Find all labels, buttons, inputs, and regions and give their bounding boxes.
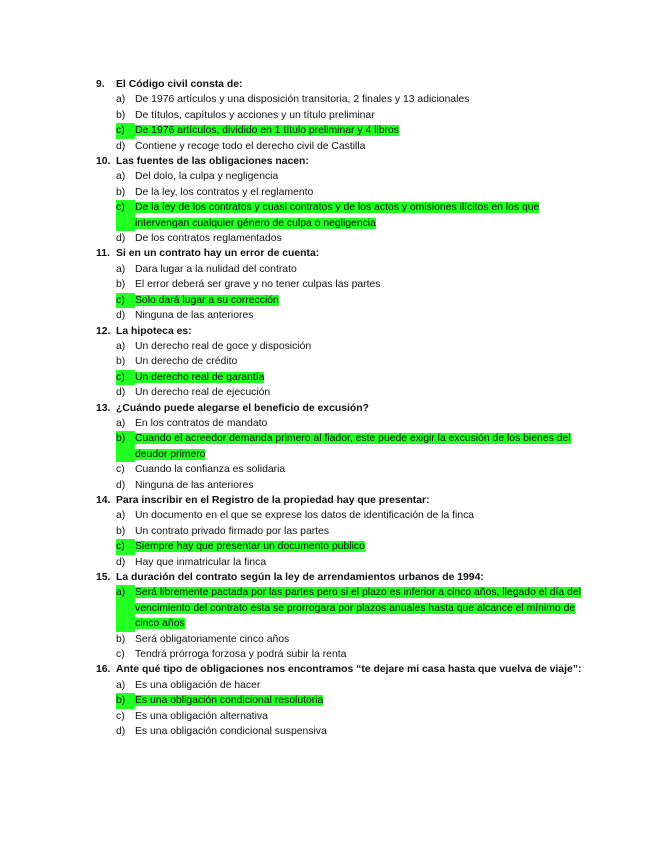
option-text: El error deberá ser grave y no tener culpas las partes xyxy=(135,279,381,291)
option-letter: a) xyxy=(116,94,126,106)
question-text: Ante qué tipo de obligaciones nos encontramos “te dejare mi casa hasta que vuelva de viaje”: xyxy=(116,664,582,676)
option-text-wrapper xyxy=(135,647,596,662)
question-heading xyxy=(96,324,596,339)
answer-option-highlighted xyxy=(116,200,596,231)
answer-option xyxy=(116,339,596,354)
answer-option-highlighted xyxy=(116,539,596,554)
option-letter: d) xyxy=(116,726,126,738)
option-letter: c) xyxy=(116,464,125,476)
answer-option-highlighted xyxy=(116,123,596,138)
question-number: 11. xyxy=(96,248,110,260)
option-text: Del dolo, la culpa y negligencia xyxy=(135,171,279,183)
option-letter: b) xyxy=(116,109,126,121)
answer-option xyxy=(116,92,596,107)
option-letter: a) xyxy=(116,171,126,183)
option-text-wrapper xyxy=(135,724,596,739)
option-text-wrapper xyxy=(135,108,596,123)
option-text-wrapper xyxy=(135,293,596,308)
answer-option xyxy=(116,139,596,154)
option-text-wrapper xyxy=(135,385,596,400)
option-text: En los contratos de mandato xyxy=(135,417,268,429)
question-heading xyxy=(96,662,596,677)
option-text: Dara lugar a la nulidad del contrato xyxy=(135,263,297,275)
option-text: De los contratos reglamentados xyxy=(135,233,282,245)
question-text: Si en un contrato hay un error de cuenta: xyxy=(116,248,320,260)
question-text: La duración del contrato según la ley de arrendamientos urbanos de 1994: xyxy=(116,572,484,583)
question-15 xyxy=(96,570,596,662)
option-text-wrapper xyxy=(135,632,596,647)
option-text: Es una obligación condicional suspensiva xyxy=(135,726,327,738)
option-text: Un derecho real de garantía xyxy=(135,371,265,383)
answer-option xyxy=(116,508,596,523)
answer-option xyxy=(116,462,596,477)
option-letter: a) xyxy=(116,510,126,522)
option-text-wrapper xyxy=(135,539,596,554)
option-letter: b) xyxy=(116,356,126,368)
question-number: 13. xyxy=(96,402,111,414)
question-heading xyxy=(96,401,596,416)
question-number: 14. xyxy=(96,494,111,506)
option-text: Es una obligación alternativa xyxy=(135,710,268,722)
option-text-wrapper xyxy=(135,262,596,277)
option-text: Será libremente pactada por las partes pero si el plazo es inferior a cinco años, llegado el día del vencimiento del contrato esta se prorrogara por plazos anuales hasta que alcance el mínimo de cinco años xyxy=(135,587,581,630)
answer-option xyxy=(116,262,596,277)
option-letter: c) xyxy=(116,649,125,661)
option-letter: c) xyxy=(116,293,135,308)
option-letter: b) xyxy=(116,525,126,537)
option-text: Es una obligación de hacer xyxy=(135,679,261,691)
question-number: 10. xyxy=(96,156,111,168)
option-text: Un derecho real de goce y disposición xyxy=(135,340,312,352)
option-text: Tendrá prórroga forzosa y podrá subir la renta xyxy=(135,649,347,661)
answer-option xyxy=(116,169,596,184)
question-heading xyxy=(96,77,596,92)
option-text-wrapper xyxy=(135,478,596,493)
option-text-wrapper xyxy=(135,231,596,246)
question-text: La hipoteca es: xyxy=(116,325,192,337)
option-text: Es una obligación condicional resolutoria xyxy=(135,695,324,707)
answer-option xyxy=(116,277,596,292)
question-number: 9. xyxy=(96,79,105,90)
option-text: De la ley de los contratos y cuasi contratos y de los actos y omisiones ilícitos en los que intervengan cualquier género de culpa o negligencia xyxy=(135,202,540,229)
question-number: 16. xyxy=(96,664,111,676)
question-16 xyxy=(96,662,596,739)
option-text: Siempre hay que presentar un documento publico xyxy=(135,541,365,553)
question-number: 12. xyxy=(96,325,111,337)
question-10 xyxy=(96,154,596,246)
option-text-wrapper xyxy=(135,370,596,385)
option-text-wrapper xyxy=(135,416,596,431)
option-text-wrapper xyxy=(135,200,596,231)
question-heading xyxy=(96,493,596,508)
option-text-wrapper xyxy=(135,678,596,693)
answer-option-highlighted xyxy=(116,585,596,631)
option-text: Solo dará lugar a su corrección xyxy=(135,294,279,306)
answer-option-highlighted xyxy=(116,693,596,708)
option-letter: d) xyxy=(116,556,126,568)
option-text: De 1976 artículos y una disposición transitoria, 2 finales y 13 adicionales xyxy=(135,94,470,106)
question-heading xyxy=(96,570,596,585)
question-heading xyxy=(96,246,596,261)
option-letter: a) xyxy=(116,417,126,429)
option-text-wrapper xyxy=(135,92,596,107)
option-text: Ninguna de las anteriores xyxy=(135,479,254,491)
question-text: Para inscribir en el Registro de la propiedad hay que presentar: xyxy=(116,494,430,506)
option-text-wrapper xyxy=(135,169,596,184)
option-letter: c) xyxy=(116,539,135,554)
option-text-wrapper xyxy=(135,354,596,369)
option-text: Un derecho real de ejecución xyxy=(135,387,271,399)
option-letter: c) xyxy=(116,710,125,722)
answer-option xyxy=(116,308,596,323)
option-text-wrapper xyxy=(135,339,596,354)
question-text: El Código civil consta de: xyxy=(116,79,243,90)
answer-option-highlighted xyxy=(116,370,596,385)
option-text-wrapper xyxy=(135,277,596,292)
option-text: Ninguna de las anteriores xyxy=(135,310,254,322)
option-text-wrapper xyxy=(135,139,596,154)
option-letter: b) xyxy=(116,693,135,708)
question-14 xyxy=(96,493,596,570)
question-13 xyxy=(96,401,596,493)
option-text: Un documento en el que se exprese los datos de identificación de la finca xyxy=(135,510,475,522)
answer-option xyxy=(116,185,596,200)
option-text-wrapper xyxy=(135,555,596,570)
answer-option-highlighted xyxy=(116,293,596,308)
answer-option-highlighted xyxy=(116,431,596,462)
answer-option xyxy=(116,555,596,570)
answer-option xyxy=(116,478,596,493)
option-text: De títulos, capítulos y acciones y un título preliminar xyxy=(135,109,375,121)
option-text-wrapper xyxy=(135,585,596,631)
answer-option xyxy=(116,231,596,246)
answer-option xyxy=(116,385,596,400)
option-text: De la ley, los contratos y el reglamento xyxy=(135,186,314,198)
option-letter: c) xyxy=(116,200,135,231)
option-letter: d) xyxy=(116,479,126,491)
option-text: De 1976 artículos, dividido en 1 título preliminar y 4 libros xyxy=(135,125,399,137)
option-text-wrapper xyxy=(135,693,596,708)
question-list xyxy=(96,77,596,739)
option-letter: c) xyxy=(116,370,135,385)
option-letter: a) xyxy=(116,679,126,691)
option-text-wrapper xyxy=(135,524,596,539)
option-text: Será obligatoriamente cinco años xyxy=(135,633,290,645)
option-text: Un derecho de crédito xyxy=(135,356,238,368)
option-text: Hay que inmatricular la finca xyxy=(135,556,267,568)
question-number: 15. xyxy=(96,572,111,583)
answer-option xyxy=(116,647,596,662)
option-text: Un contrato privado firmado por las partes xyxy=(135,525,330,537)
option-letter: d) xyxy=(116,233,126,245)
question-9 xyxy=(96,77,596,154)
option-letter: d) xyxy=(116,310,126,322)
option-text-wrapper xyxy=(135,123,596,138)
option-text-wrapper xyxy=(135,709,596,724)
question-text: ¿Cuándo puede alegarse el beneficio de excusión? xyxy=(116,402,369,414)
question-heading xyxy=(96,154,596,169)
answer-option xyxy=(116,416,596,431)
option-letter: a) xyxy=(116,585,135,631)
answer-option xyxy=(116,354,596,369)
option-text: Cuando el acreedor demanda primero al fiador, este puede exigir la excusión de los bienes del deudor primero xyxy=(135,433,571,460)
answer-option xyxy=(116,632,596,647)
option-letter: d) xyxy=(116,140,126,152)
option-text-wrapper xyxy=(135,508,596,523)
option-letter: a) xyxy=(116,263,126,275)
option-letter: c) xyxy=(116,123,135,138)
answer-option xyxy=(116,709,596,724)
option-letter: b) xyxy=(116,633,126,645)
answer-option xyxy=(116,678,596,693)
option-letter: a) xyxy=(116,340,126,352)
answer-option xyxy=(116,108,596,123)
option-text-wrapper xyxy=(135,185,596,200)
answer-option xyxy=(116,524,596,539)
option-text-wrapper xyxy=(135,431,596,462)
option-text: Cuando la confianza es solidaria xyxy=(135,464,286,476)
option-text: Contiene y recoge todo el derecho civil de Castilla xyxy=(135,140,366,152)
option-text-wrapper xyxy=(135,308,596,323)
question-text: Las fuentes de las obligaciones nacen: xyxy=(116,156,309,168)
option-text-wrapper xyxy=(135,462,596,477)
option-letter: b) xyxy=(116,186,126,198)
option-letter: d) xyxy=(116,387,126,399)
question-12 xyxy=(96,324,596,401)
option-letter: b) xyxy=(116,279,126,291)
answer-option xyxy=(116,724,596,739)
option-letter: b) xyxy=(116,431,135,462)
question-11 xyxy=(96,246,596,323)
